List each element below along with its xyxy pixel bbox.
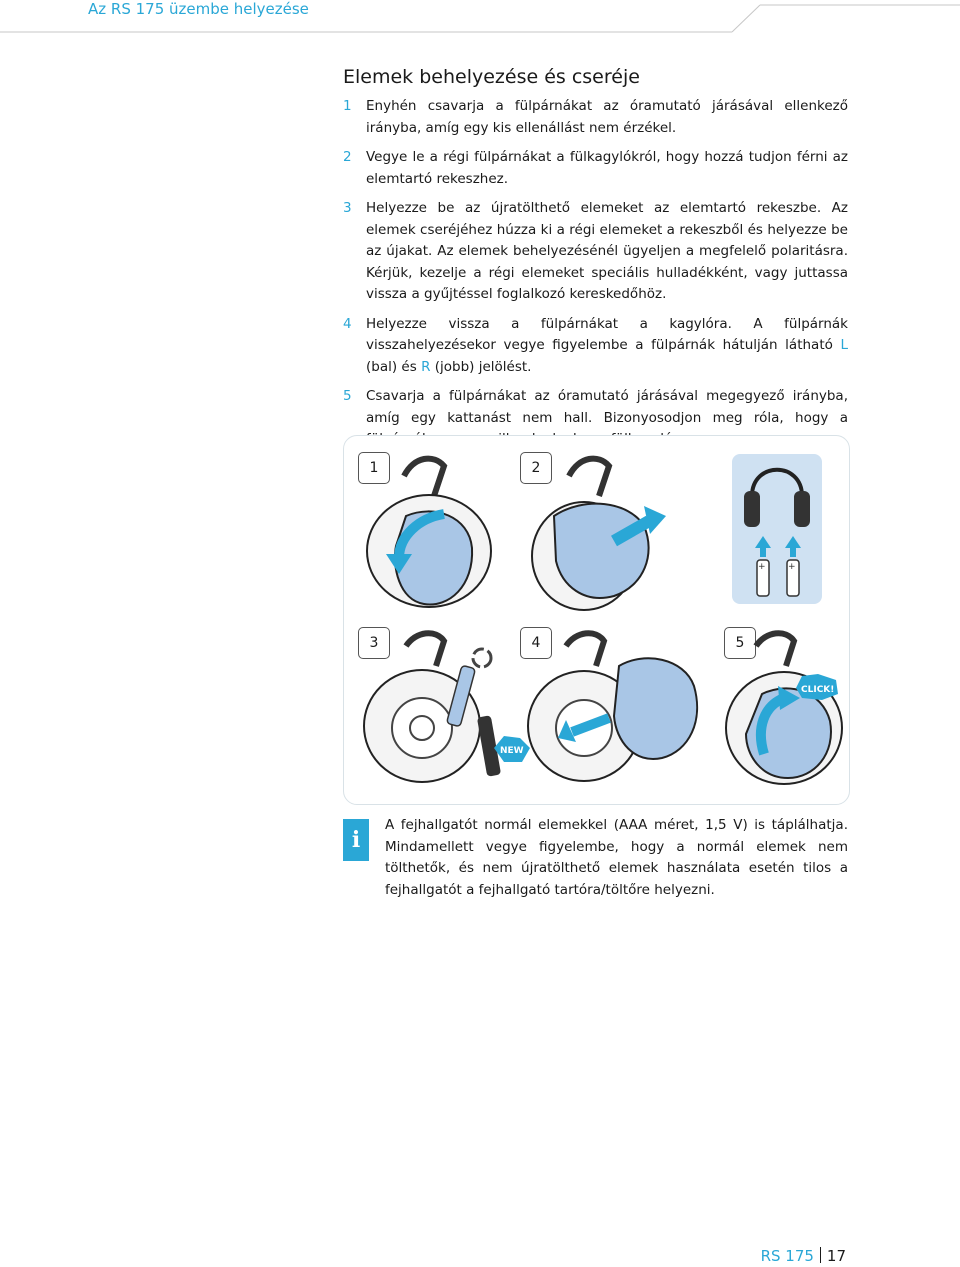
step-text: Csavarja a fülpárnákat az óramutató járásával megegyező irányba, amíg egy kattanást nem hall. Bizonyosodjon meg róla, hogy a: [366, 388, 848, 426]
step-number: 3: [343, 200, 352, 216]
page-number: 17: [826, 1247, 846, 1265]
earcup-step-5: [726, 633, 842, 784]
click-badge-label: CLICK!: [801, 685, 835, 695]
step-number: 5: [343, 388, 352, 404]
footer-model: RS 175: [760, 1247, 814, 1265]
steps-list: [343, 96, 848, 459]
step-text: Vegye le a régi fülpárnákat a fülkagylókról, hogy hozzá tudjon férni az elemtartó rekeszhez.: [366, 149, 848, 187]
info-text: A fejhallgatót normál elemekkel (AAA méret, 1,5 V) is táplálhatja. Mindamellett vegye figyelembe, hogy a normál elemek nem tölthetők, és nem újratölthető elemek használata esetén tilos a fejhallgatót a fejhallgató tartóra/töltőre helyezni.: [385, 817, 848, 898]
step-text-c: (jobb) jelölést.: [430, 358, 532, 375]
earcup-step-3: [364, 633, 530, 782]
click-badge: [796, 674, 838, 700]
step-text: Helyezze be az újratölthető elemeket az elemtartó rekeszbe. Az elemek cseréjéhez húzza ki a régi elemeket a rekeszből és helyezze be az újakat. Az elemek behelyezésénél ügyeljen a megfelelő polaritásra. Kérjük, kezelje a régi elemeket speciális hulladékként, vagy juttassa vissza a gyűjtéssel foglalkozó kereskedőhöz.: [366, 200, 848, 302]
figure-label-4: 4: [520, 627, 552, 659]
step-4: [343, 314, 848, 379]
earcup-step-4: [528, 633, 697, 781]
step-text-b: (bal) és: [366, 358, 422, 375]
headphones-batteries-panel: [732, 454, 822, 604]
step-number: 2: [343, 149, 352, 165]
illustration-panel: [343, 435, 850, 805]
new-badge-label: NEW: [500, 746, 524, 756]
header-title: Az RS 175 üzembe helyezése: [88, 0, 309, 18]
recycle-icon: [473, 649, 491, 667]
step-number: 1: [343, 98, 352, 114]
left-marker: L: [840, 337, 848, 353]
figure-label-5: 5: [724, 627, 756, 659]
earcup-step-2: [532, 459, 666, 610]
info-icon: i: [343, 819, 369, 861]
step-text-a: Helyezze vissza a fülpárnákat a kagylóra. A fülpárnák visszahelyezésekor vegye figyelembe a fülpárnák hátulján látható: [366, 315, 848, 353]
right-marker: R: [421, 358, 431, 375]
figure-label-1: 1: [358, 452, 390, 484]
step-2: [343, 147, 848, 190]
plus-sign-left: +: [758, 562, 766, 572]
illustration-drawing: [344, 436, 849, 804]
figure-label-3: 3: [358, 627, 390, 659]
plus-sign-right: +: [788, 562, 796, 572]
step-1: [343, 96, 848, 139]
page-header: [0, 0, 960, 36]
footer-separator: [820, 1247, 821, 1263]
step-text: Enyhén csavarja a fülpárnákat az óramutató járásával ellenkező irányba, amíg egy kis ellenállást nem érzékel.: [366, 98, 848, 136]
earcup-step-1: [367, 459, 491, 607]
step-3: [343, 198, 848, 306]
section-title: Elemek behelyezése és cseréje: [343, 66, 640, 88]
info-note: [343, 815, 848, 905]
step-number: 4: [343, 315, 352, 332]
figure-label-2: 2: [520, 452, 552, 484]
page-footer: [761, 1247, 846, 1265]
new-badge: [494, 736, 530, 762]
